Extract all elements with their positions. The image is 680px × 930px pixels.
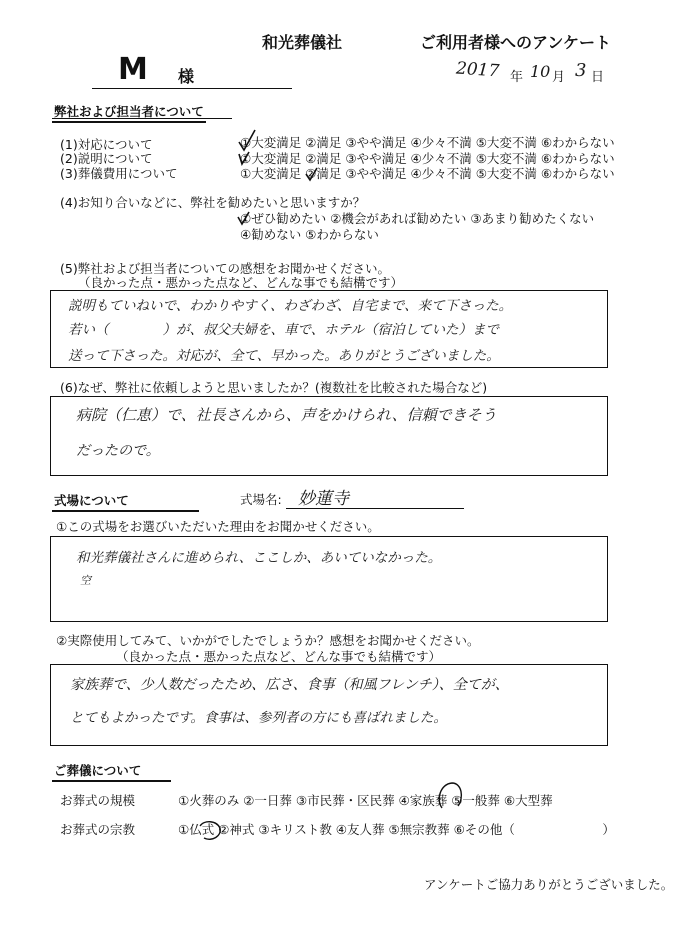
venue-value: 妙蓮寺 — [298, 489, 349, 509]
year-unit: 年 — [510, 70, 524, 85]
q1-options[interactable]: ①大変満足 ②満足 ③やや満足 ④少々不満 ⑤大変不満 ⑥わからない — [240, 135, 615, 150]
date-day: 3 — [575, 60, 587, 81]
q5-answer-line3: 送って下さった。対応が、全て、早かった。ありがとうございました。 — [68, 348, 500, 364]
q6-label: (6)なぜ、弊社に依頼しようと思いましたか？(複数社を比較された場合など) — [60, 380, 488, 395]
q2-label: (2)説明について — [60, 151, 153, 166]
q3-checkmark-icon — [304, 166, 320, 182]
name-underline — [92, 88, 292, 89]
company-name: 和光葬儀社 — [262, 33, 343, 52]
scale-options[interactable]: ①火葬のみ ②一日葬 ③市民葬・区民葬 ④家族葬 ⑤一般葬 ⑥大型葬 — [178, 793, 553, 808]
section-heading-funeral: ご葬儀について — [52, 761, 171, 782]
q4-options-line1[interactable]: ①ぜひ勧めたい ②機会があれば勧めたい ③あまり勧めたくない — [240, 211, 595, 226]
q4-checkmark-icon — [236, 210, 252, 226]
q4-options-line2[interactable]: ④勧めない ⑤わからない — [240, 227, 379, 242]
q2-checkmark-icon — [236, 150, 252, 166]
customer-initial: M — [118, 52, 148, 87]
q5-answer-line1: 説明もていねいで、わかりやすく、わざわざ、自宅まで、来て下さった。 — [68, 298, 513, 314]
venue-q2-answer-line2: とてもよかったです。食事は、参列者の方にも喜ばれました。 — [70, 710, 447, 726]
religion-selected-circle-icon — [196, 818, 226, 844]
date-year: 2017 — [455, 58, 500, 82]
q1-label: (1)対応について — [60, 137, 153, 152]
q5-answer-line2: 若い（ ）が、叔父夫婦を、車で、ホテル（宿泊していた）まで — [68, 322, 500, 338]
venue-underline — [286, 508, 464, 509]
q4-label: (4)お知り合いなどに、弊社を勧めたいと思いますか？ — [60, 195, 366, 210]
day-unit: 日 — [591, 70, 605, 85]
month-unit: 月 — [552, 70, 566, 85]
scale-selected-circle-icon — [434, 780, 466, 812]
q3-label: (3)葬儀費用について — [60, 166, 178, 181]
religion-options[interactable]: ①仏式 ②神式 ③キリスト教 ④友人葬 ⑤無宗教葬 ⑥その他（ ） — [178, 822, 615, 837]
q2-options[interactable]: ①大変満足 ②満足 ③やや満足 ④少々不満 ⑤大変不満 ⑥わからない — [240, 151, 615, 166]
venue-q1-answer-line2: 空 — [80, 574, 91, 587]
venue-q1-answer-line1: 和光葬儀社さんに進められ、ここしか、あいていなかった。 — [76, 550, 442, 566]
scale-label: お葬式の規模 — [60, 793, 136, 808]
survey-title: ご利用者様へのアンケート — [420, 33, 612, 52]
venue-q2-answer-line1: 家族葬で、少人数だったため、広さ、食事（和風フレンチ）、全てが、 — [70, 677, 509, 693]
date-month: 10 — [530, 62, 551, 81]
honorific: 様 — [178, 67, 195, 86]
section-heading-venue: 式場について — [52, 491, 199, 512]
venue-label: 式場名: — [240, 492, 282, 507]
venue-q2-label: ②実際使用してみて、いかがでしたでしょうか？感想をお聞かせください。 — [56, 633, 480, 648]
footer-thanks: アンケートご協力ありがとうございました。 — [424, 877, 674, 892]
q3-options[interactable]: ①大変満足 ②満足 ③やや満足 ④少々不満 ⑤大変不満 ⑥わからない — [240, 166, 615, 181]
q6-answer-line2: だったので。 — [76, 443, 160, 459]
q5-sublabel: （良かった点・悪かった点など、どんな事でも結構です） — [78, 275, 404, 290]
q6-answer-line1: 病院（仁恵）で、社長さんから、声をかけられ、信頼できそう — [76, 406, 497, 424]
section-heading-staff: 弊社および担当者について — [52, 102, 206, 123]
q5-label: (5)弊社および担当者についての感想をお聞かせください。 — [60, 261, 390, 276]
venue-q1-label: ①この式場をお選びいただいた理由をお聞かせください。 — [56, 519, 380, 534]
religion-label: お葬式の宗教 — [60, 822, 136, 837]
venue-q2-sublabel: （良かった点・悪かった点など、どんな事でも結構です） — [116, 649, 442, 664]
